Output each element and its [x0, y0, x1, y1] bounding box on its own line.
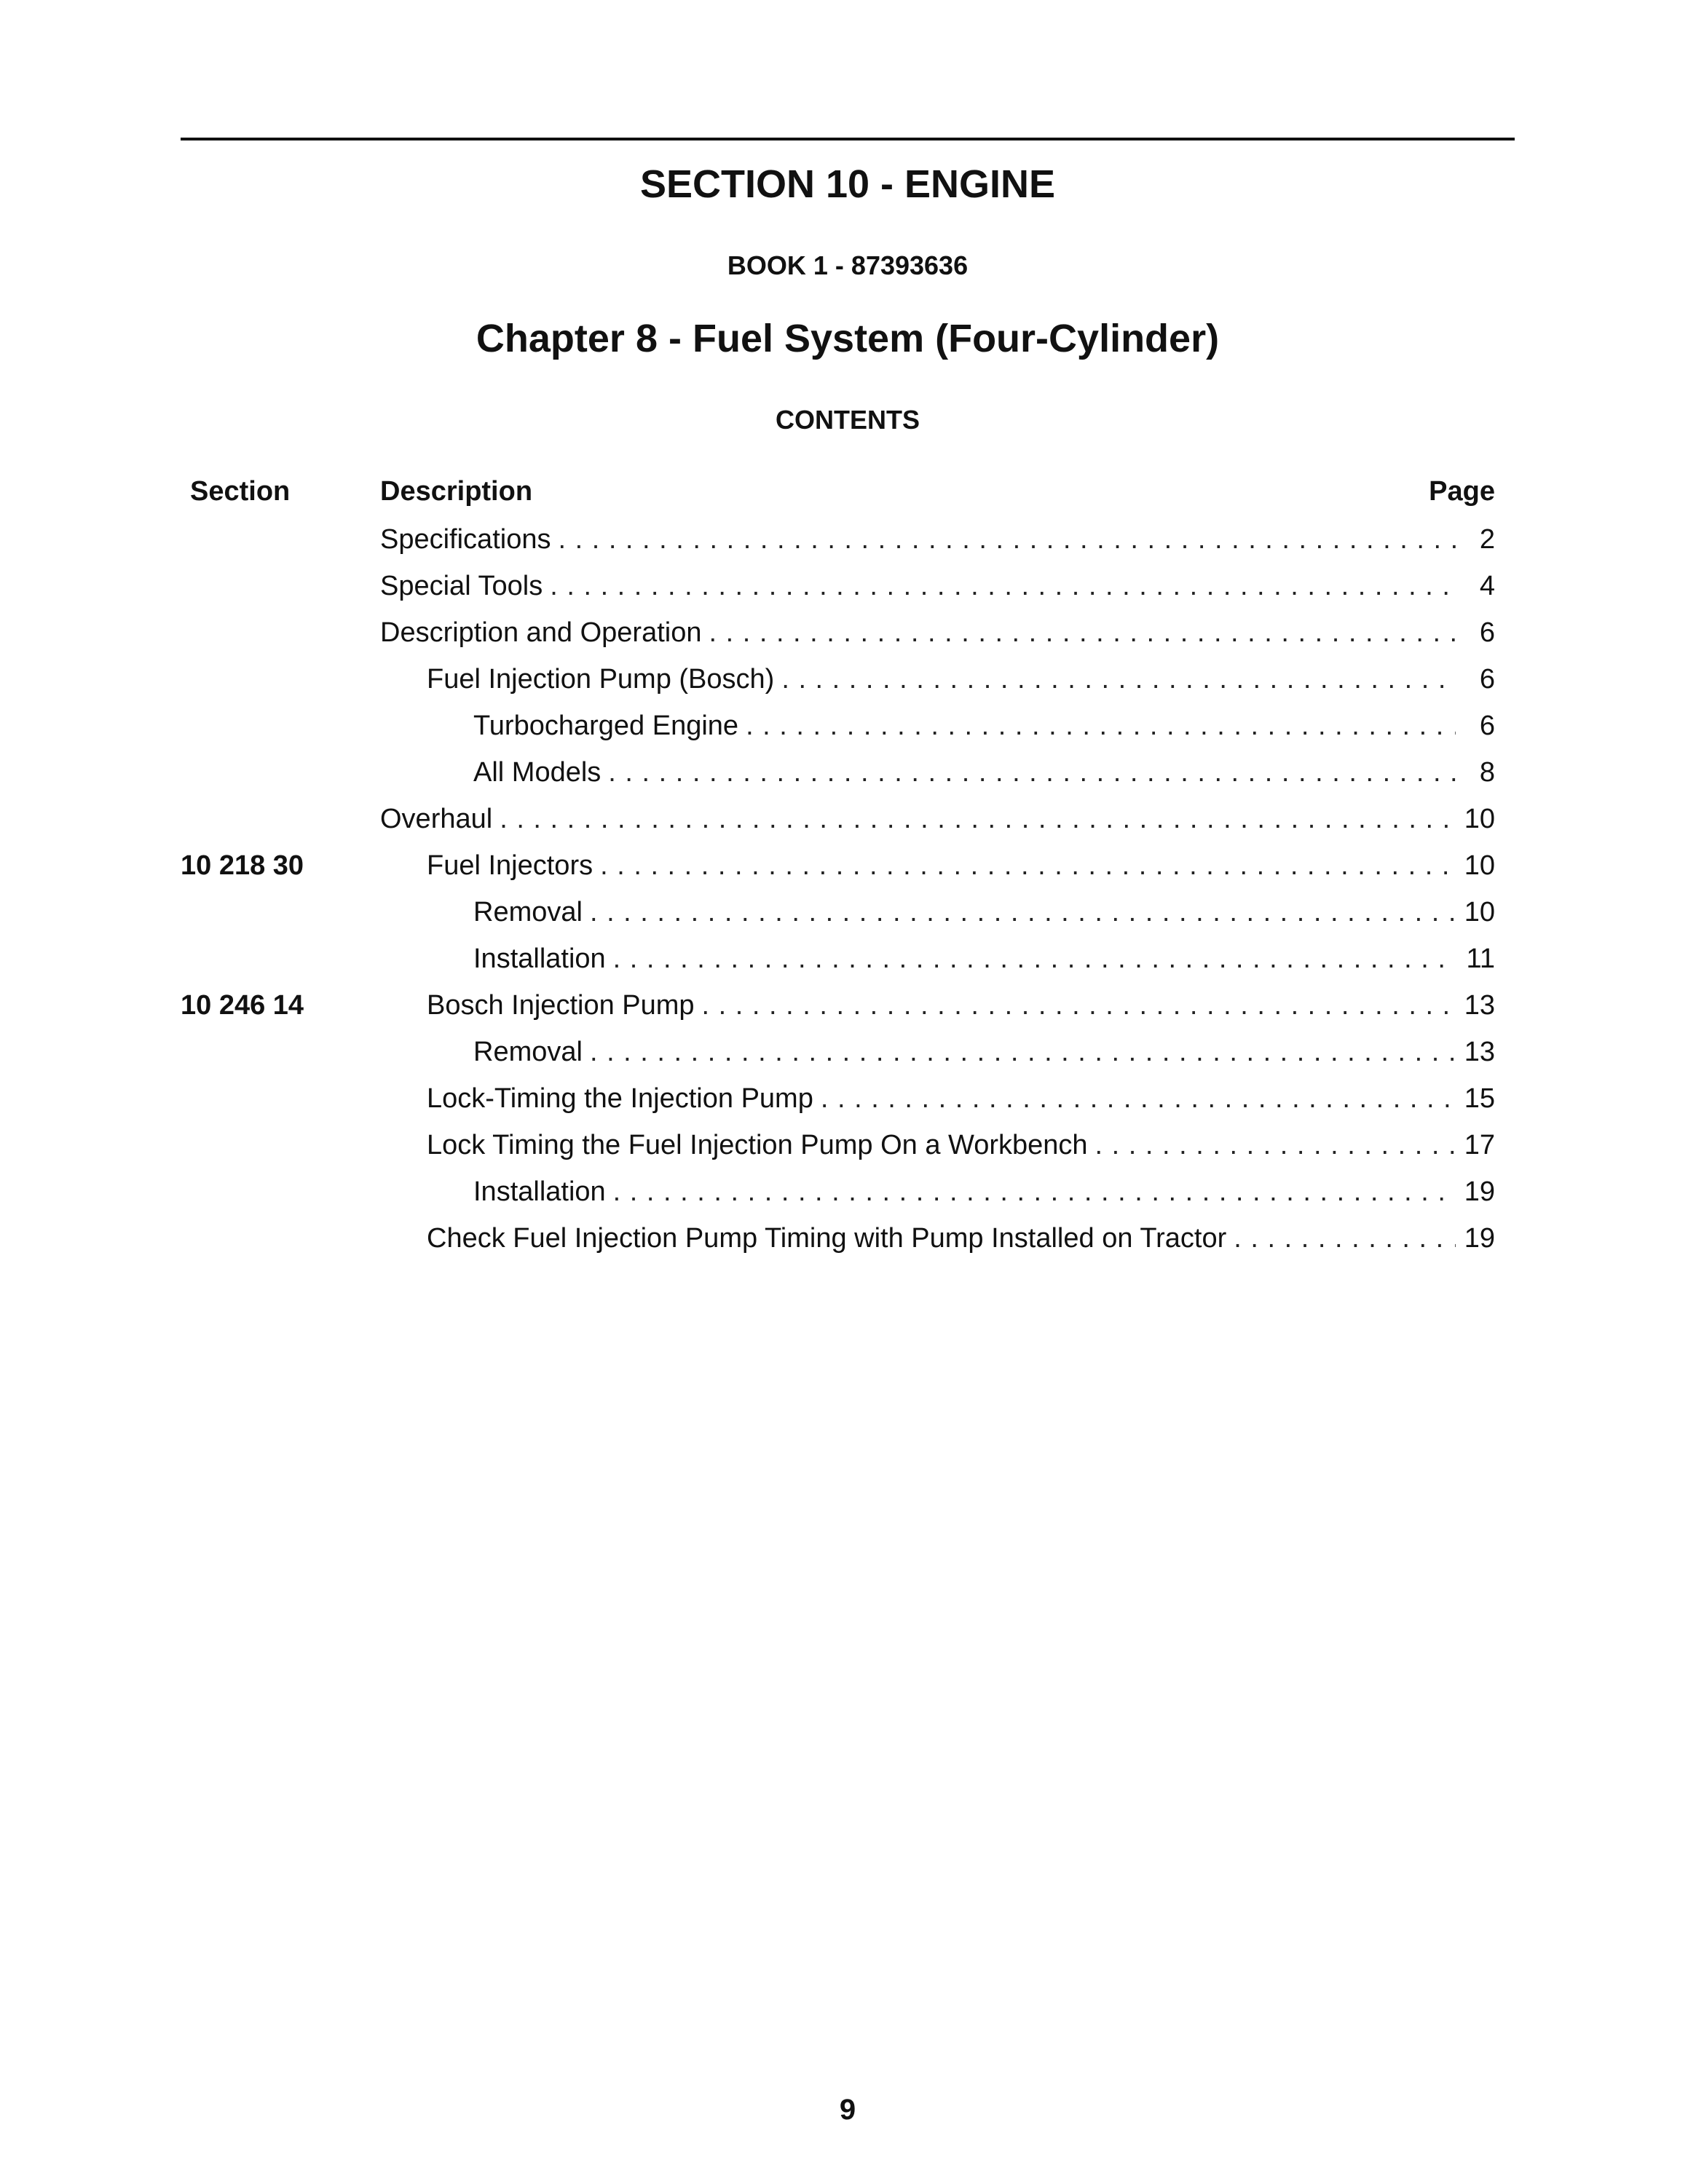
toc-entry[interactable] [380, 516, 1495, 563]
dot-leader [558, 516, 1456, 563]
toc-entry-page: 6 [1479, 664, 1495, 695]
column-header-page: Page [1429, 476, 1495, 507]
dot-leader [1234, 1215, 1456, 1262]
toc-entry[interactable] [427, 1122, 1495, 1168]
toc-section-number: 10 246 14 [181, 990, 304, 1021]
toc-entry-page: 10 [1464, 850, 1495, 881]
toc-entry-label[interactable]: Specifications [380, 524, 551, 555]
dot-leader [600, 842, 1456, 889]
toc-row[interactable] [0, 1215, 1688, 1262]
toc-entry-label[interactable]: Turbocharged Engine [473, 711, 739, 741]
dot-leader [613, 1168, 1456, 1215]
toc-entry-label[interactable]: Removal [473, 1037, 583, 1067]
dot-leader [1095, 1122, 1456, 1168]
toc-entry-page: 13 [1464, 990, 1495, 1021]
toc-row[interactable] [0, 842, 1688, 889]
toc-entry-page: 6 [1479, 711, 1495, 741]
toc-entry-page: 6 [1479, 617, 1495, 648]
toc-entry-page: 4 [1479, 571, 1495, 601]
dot-leader [781, 656, 1456, 703]
dot-leader [550, 563, 1456, 609]
section-title: SECTION 10 - ENGINE [639, 162, 1056, 206]
toc-section-number: 10 218 30 [181, 850, 304, 881]
toc-row[interactable] [0, 796, 1688, 842]
toc-entry[interactable] [473, 1029, 1495, 1075]
toc-entry-label[interactable]: Description and Operation [380, 617, 702, 648]
book-title: BOOK 1 - 87393636 [727, 250, 969, 280]
toc-entry[interactable] [473, 703, 1495, 749]
toc-entry-label[interactable]: Installation [473, 1176, 606, 1207]
toc-entry-label[interactable]: Lock Timing the Fuel Injection Pump On a Workbench [427, 1130, 1088, 1160]
toc-entry-page: 2 [1479, 524, 1495, 555]
toc-row[interactable] [0, 609, 1688, 656]
dot-leader [613, 935, 1456, 982]
toc-entry[interactable] [380, 796, 1495, 842]
chapter-title: Chapter 8 - Fuel System (Four-Cylinder) [476, 317, 1220, 360]
toc-entry-label[interactable]: Overhaul [380, 804, 493, 834]
top-rule [181, 138, 1515, 141]
toc-row[interactable] [0, 982, 1688, 1029]
toc-row[interactable] [0, 1122, 1688, 1168]
dot-leader [709, 609, 1456, 656]
toc-row[interactable] [0, 703, 1688, 749]
page-number: 9 [839, 2094, 856, 2126]
toc-entry[interactable] [380, 609, 1495, 656]
dot-leader [746, 703, 1456, 749]
toc-entry-label[interactable]: Lock-Timing the Injection Pump [427, 1083, 813, 1114]
toc-entry[interactable] [380, 563, 1495, 609]
toc-row[interactable] [0, 1075, 1688, 1122]
toc-entry[interactable] [427, 842, 1495, 889]
toc-entry-page: 10 [1464, 897, 1495, 927]
toc-entry-label[interactable]: Installation [473, 943, 606, 974]
toc-row[interactable] [0, 563, 1688, 609]
toc-row[interactable] [0, 1168, 1688, 1215]
toc-entry[interactable] [427, 656, 1495, 703]
dot-leader [702, 982, 1456, 1029]
toc-entry-page: 19 [1464, 1176, 1495, 1207]
toc-row[interactable] [0, 516, 1688, 563]
toc-row[interactable] [0, 889, 1688, 935]
column-header-description: Description [380, 476, 533, 507]
toc-entry-page: 17 [1464, 1130, 1495, 1160]
toc-entry-label[interactable]: Fuel Injection Pump (Bosch) [427, 664, 775, 695]
toc-entry-label[interactable]: All Models [473, 757, 602, 788]
toc-row[interactable] [0, 749, 1688, 796]
toc-entry-page: 19 [1464, 1223, 1495, 1254]
dot-leader [500, 796, 1456, 842]
toc-entry[interactable] [473, 1168, 1495, 1215]
toc-entry[interactable] [473, 935, 1495, 982]
toc-entry-label[interactable]: Fuel Injectors [427, 850, 593, 881]
toc-entry-label[interactable]: Bosch Injection Pump [427, 990, 695, 1021]
toc-entry-page: 13 [1464, 1037, 1495, 1067]
column-header-section: Section [190, 476, 291, 507]
toc-row[interactable] [0, 1029, 1688, 1075]
toc-entry-page: 10 [1464, 804, 1495, 834]
toc-entry-label[interactable]: Special Tools [380, 571, 543, 601]
dot-leader [590, 1029, 1456, 1075]
contents-title: CONTENTS [776, 405, 920, 435]
toc-entry[interactable] [473, 889, 1495, 935]
toc-entry[interactable] [427, 1075, 1495, 1122]
toc-entry-label[interactable]: Check Fuel Injection Pump Timing with Pump Installed on Tractor [427, 1223, 1227, 1254]
dot-leader [608, 749, 1456, 796]
dot-leader [590, 889, 1456, 935]
toc-entry-page: 8 [1479, 757, 1495, 788]
toc-row[interactable] [0, 935, 1688, 982]
dot-leader [821, 1075, 1456, 1122]
toc-entry[interactable] [427, 982, 1495, 1029]
toc-entry-page: 11 [1466, 943, 1495, 974]
toc-entry-page: 15 [1464, 1083, 1495, 1114]
toc-entry[interactable] [473, 749, 1495, 796]
toc-entry[interactable] [427, 1215, 1495, 1262]
toc-row[interactable] [0, 656, 1688, 703]
toc-entry-label[interactable]: Removal [473, 897, 583, 927]
